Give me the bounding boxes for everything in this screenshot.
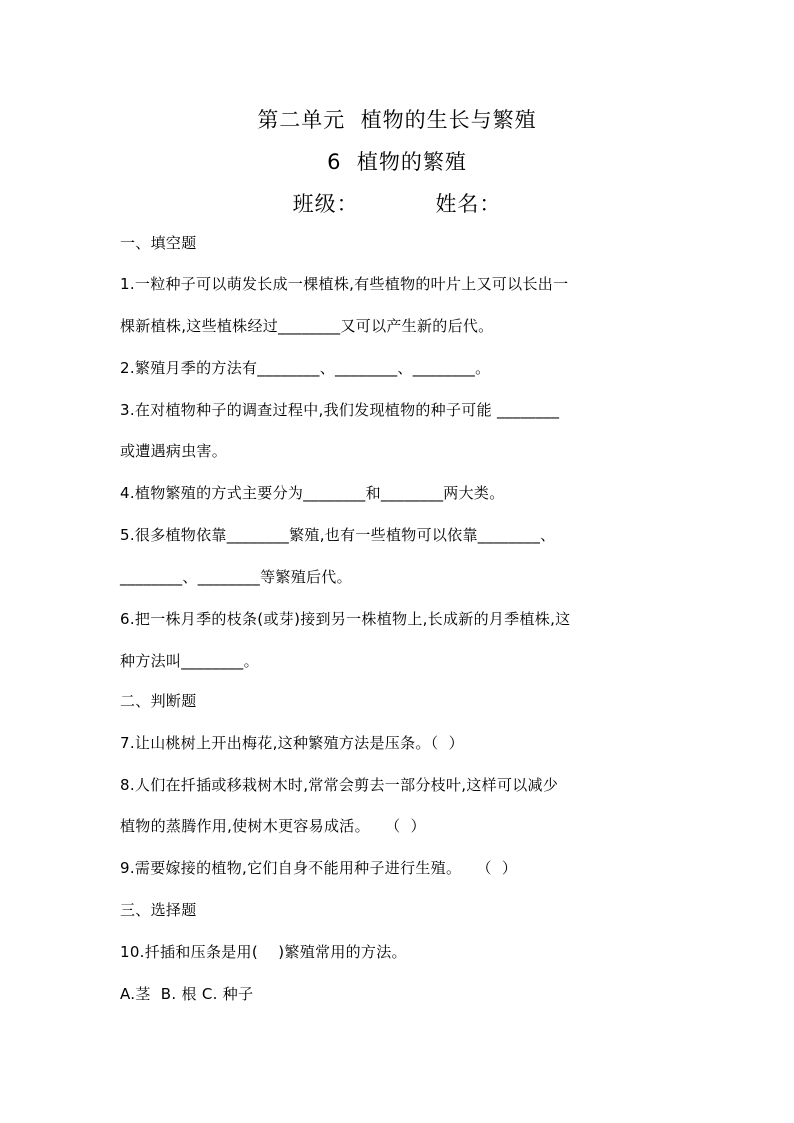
question-7: 7.让山桃树上开出梅花,这种繁殖方法是压条。（ ） [120, 734, 464, 752]
question-10: 10.扦插和压条是用( )繁殖常用的方法。 [120, 943, 407, 961]
question-8-line-2: 植物的蒸腾作用,使树木更容易成活。 （ ） [120, 817, 426, 835]
question-1-line-1: 1.一粒种子可以萌发长成一棵植株,有些植物的叶片上又可以长出一 [120, 275, 569, 293]
class-name-line: 班级： 姓名： [292, 192, 502, 216]
question-3-line-2: 或遭遇病虫害。 [120, 442, 228, 460]
question-6-line-2: 种方法叫________。 [120, 652, 259, 670]
question-8-line-1: 8.人们在扦插或移栽树木时,常常会剪去一部分枝叶,这样可以减少 [120, 776, 559, 794]
question-2: 2.繁殖月季的方法有________、________、________。 [120, 359, 491, 377]
unit-title: 第二单元 植物的生长与繁殖 [257, 108, 537, 132]
question-5-line-1: 5.很多植物依靠________繁殖,也有一些植物可以依靠________、 [120, 526, 556, 544]
question-4: 4.植物繁殖的方式主要分为________和________两大类。 [120, 484, 505, 502]
section-judge: 二、判断题 [120, 692, 197, 710]
lesson-title: 6 植物的繁殖 [327, 150, 467, 174]
question-9: 9.需要嫁接的植物,它们自身不能用种子进行生殖。 （ ） [120, 859, 518, 877]
question-5-line-2: ________、________等繁殖后代。 [120, 568, 352, 586]
question-1-line-2: 棵新植株,这些植株经过________又可以产生新的后代。 [120, 317, 494, 335]
question-6-line-1: 6.把一株月季的枝条(或芽)接到另一株植物上,长成新的月季植株,这 [120, 610, 571, 628]
section-fill-blank: 一、填空题 [120, 234, 197, 252]
question-3-line-1: 3.在对植物种子的调查过程中,我们发现植物的种子可能 ________ [120, 401, 560, 419]
question-10-options: A.茎 B. 根 C. 种子 [120, 985, 254, 1003]
section-choice: 三、选择题 [120, 901, 197, 919]
